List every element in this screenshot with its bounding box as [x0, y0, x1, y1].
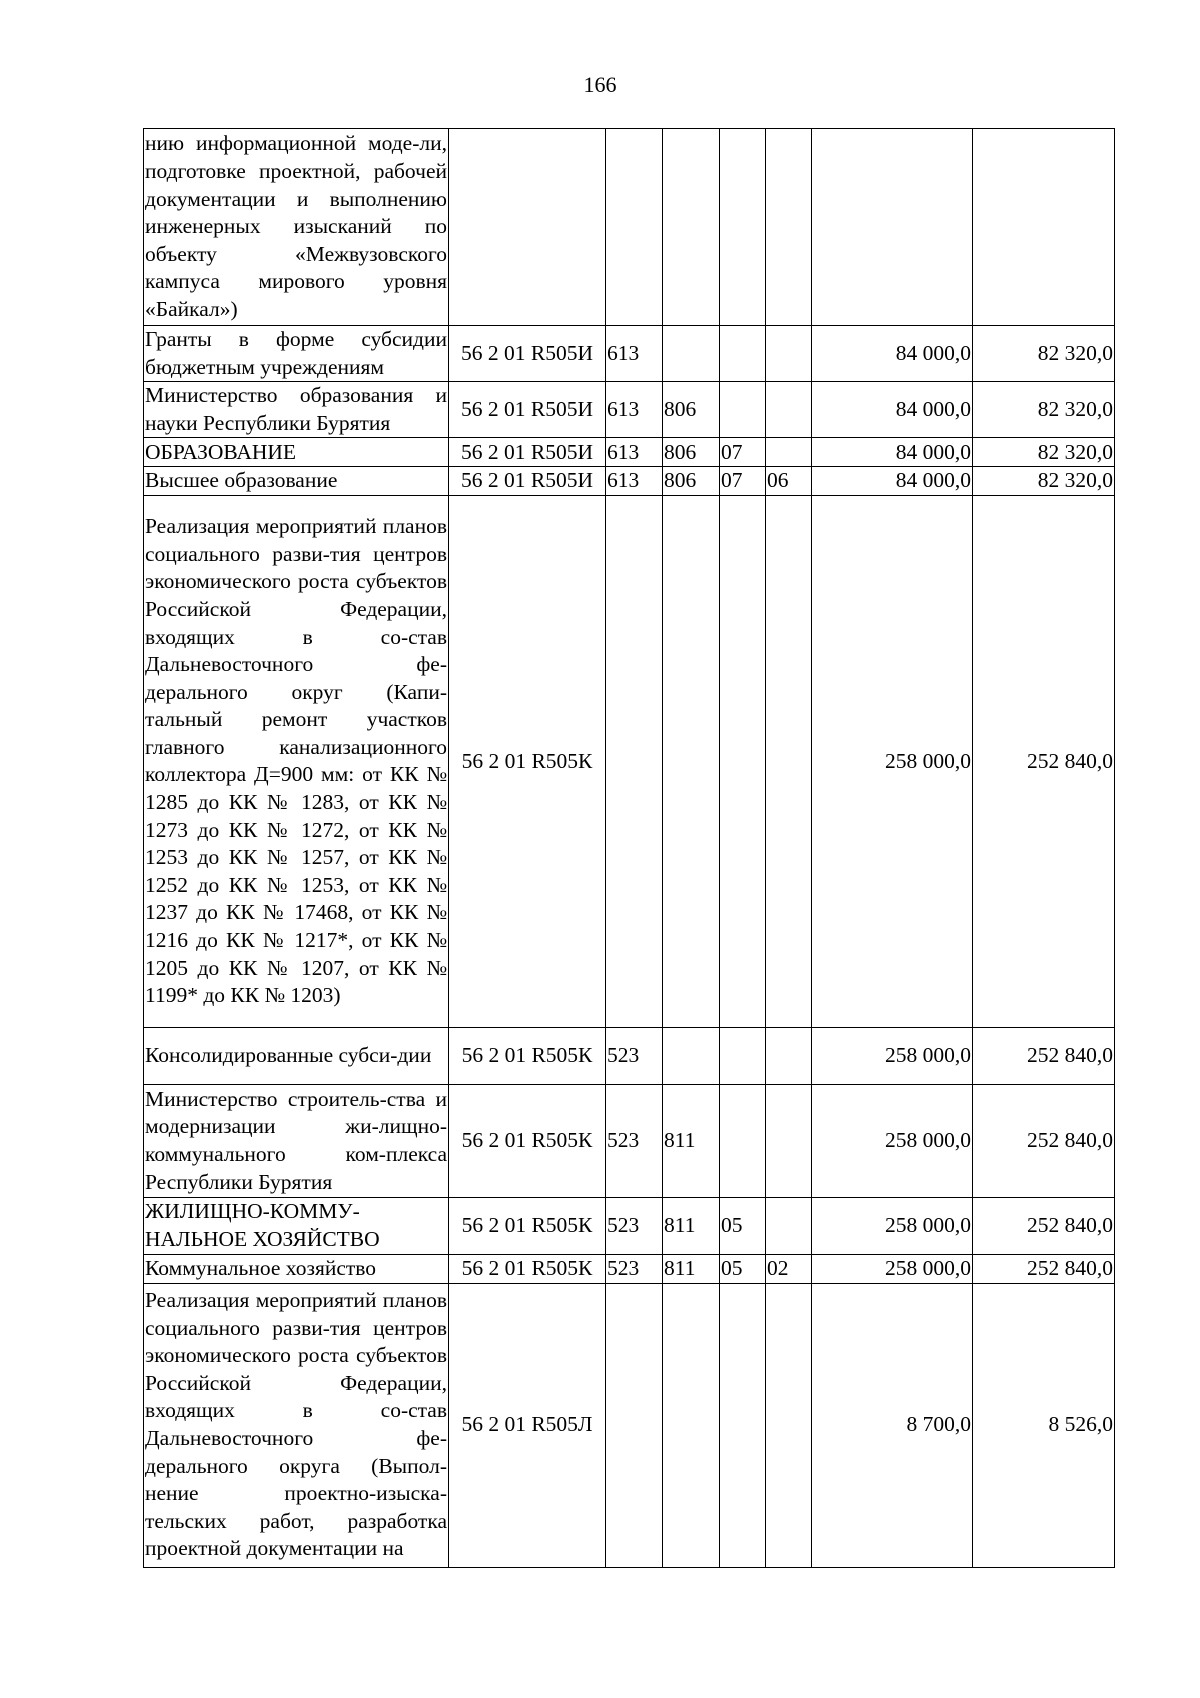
row-name-cell: Реализация мероприятий планов социального разви-тия центров экономического роста субъектов Российской Федерации, входящих в со-став Дальневосточного фе-дерального округа (Выпол-нение проектно-изыска-тельских работ, разработка проектной документации на: [144, 1283, 449, 1567]
table-row: [144, 1283, 1115, 1567]
amount-1: 84 000,0: [812, 326, 973, 382]
amount-1: 258 000,0: [812, 1027, 973, 1084]
expense-type-code: 523: [606, 1254, 663, 1283]
subsection-code: [766, 495, 812, 1027]
section-code: [720, 129, 766, 326]
amount-1: 84 000,0: [812, 467, 973, 496]
section-code: [720, 382, 766, 438]
subsection-code: 02: [766, 1254, 812, 1283]
table-row: [144, 467, 1115, 496]
target-article-code: 56 2 01 R505К: [449, 495, 606, 1027]
target-article-code: 56 2 01 R505И: [449, 438, 606, 467]
target-article-code: 56 2 01 R505К: [449, 1084, 606, 1197]
target-article-code: 56 2 01 R505И: [449, 382, 606, 438]
amount-2: 252 840,0: [973, 1027, 1115, 1084]
subsection-code: [766, 382, 812, 438]
row-name-cell: ЖИЛИЩНО-КОММУ-НАЛЬНОЕ ХОЗЯЙСТВО: [144, 1197, 449, 1254]
table-row: [144, 1197, 1115, 1254]
ministry-code: [663, 1027, 720, 1084]
section-code: [720, 1084, 766, 1197]
amount-1: 8 700,0: [812, 1283, 973, 1567]
amount-2: 252 840,0: [973, 1254, 1115, 1283]
row-name-cell: Министерство образования и науки Республики Бурятия: [144, 382, 449, 438]
ministry-code: [663, 495, 720, 1027]
expense-type-code: [606, 1283, 663, 1567]
subsection-code: [766, 1027, 812, 1084]
amount-2: 8 526,0: [973, 1283, 1115, 1567]
amount-2: 252 840,0: [973, 495, 1115, 1027]
expense-type-code: 613: [606, 326, 663, 382]
amount-2: 82 320,0: [973, 438, 1115, 467]
amount-1: [812, 129, 973, 326]
row-name-cell: Гранты в форме субсидии бюджетным учреждениям: [144, 326, 449, 382]
amount-2: 252 840,0: [973, 1197, 1115, 1254]
amount-2: [973, 129, 1115, 326]
subsection-code: [766, 129, 812, 326]
section-code: 05: [720, 1197, 766, 1254]
amount-1: 84 000,0: [812, 438, 973, 467]
expense-type-code: 613: [606, 467, 663, 496]
amount-1: 258 000,0: [812, 1084, 973, 1197]
expense-type-code: 523: [606, 1084, 663, 1197]
ministry-code: 811: [663, 1084, 720, 1197]
section-code: 07: [720, 467, 766, 496]
amount-2: 82 320,0: [973, 326, 1115, 382]
subsection-code: 06: [766, 467, 812, 496]
row-name-cell: Коммунальное хозяйство: [144, 1254, 449, 1283]
table-row: [144, 495, 1115, 1027]
section-code: 07: [720, 438, 766, 467]
target-article-code: 56 2 01 R505К: [449, 1254, 606, 1283]
amount-2: 82 320,0: [973, 382, 1115, 438]
table-row: [144, 1254, 1115, 1283]
subsection-code: [766, 438, 812, 467]
ministry-code: 806: [663, 382, 720, 438]
row-name-cell: Высшее образование: [144, 467, 449, 496]
subsection-code: [766, 1283, 812, 1567]
expense-type-code: 613: [606, 382, 663, 438]
expense-type-code: [606, 495, 663, 1027]
table-row: [144, 129, 1115, 326]
expense-type-code: 613: [606, 438, 663, 467]
target-article-code: 56 2 01 R505Л: [449, 1283, 606, 1567]
section-code: 05: [720, 1254, 766, 1283]
section-code: [720, 495, 766, 1027]
ministry-code: [663, 1283, 720, 1567]
row-name-cell: ОБРАЗОВАНИЕ: [144, 438, 449, 467]
row-name-cell: Реализация мероприятий планов социального разви-тия центров экономического роста субъектов Российской Федерации, входящих в со-став Дальневосточного фе-дерального округ (Капи-тальный ремонт участков главного канализационного коллектора Д=900 мм: от КК № 1285 до КК № 1283, от КК № 1273 до КК № 1272, от КК № 1253 до КК № 1257, от КК № 1252 до КК № 1253, от КК № 1237 до КК № 17468, от КК № 1216 до КК № 1217*, от КК № 1205 до КК № 1207, от КК № 1199* до КК № 1203): [144, 495, 449, 1027]
expense-type-code: 523: [606, 1027, 663, 1084]
amount-1: 258 000,0: [812, 495, 973, 1027]
amount-2: 82 320,0: [973, 467, 1115, 496]
expense-type-code: [606, 129, 663, 326]
ministry-code: [663, 129, 720, 326]
row-name-cell: нию информационной моде-ли, подготовке проектной, рабочей документации и выполнению инженерных изысканий по объекту «Межвузовского кампуса мирового уровня «Байкал»): [144, 129, 449, 326]
target-article-code: [449, 129, 606, 326]
ministry-code: [663, 326, 720, 382]
amount-2: 252 840,0: [973, 1084, 1115, 1197]
table-row: [144, 326, 1115, 382]
section-code: [720, 326, 766, 382]
ministry-code: 806: [663, 467, 720, 496]
expense-type-code: 523: [606, 1197, 663, 1254]
table-row: [144, 438, 1115, 467]
table-row: [144, 382, 1115, 438]
page-number: 166: [583, 72, 617, 97]
row-name-cell: Министерство строитель-ства и модернизации жи-лищно-коммунального ком-плекса Республики Бурятия: [144, 1084, 449, 1197]
ministry-code: 811: [663, 1197, 720, 1254]
amount-1: 84 000,0: [812, 382, 973, 438]
target-article-code: 56 2 01 R505И: [449, 326, 606, 382]
amount-1: 258 000,0: [812, 1197, 973, 1254]
amount-1: 258 000,0: [812, 1254, 973, 1283]
section-code: [720, 1027, 766, 1084]
ministry-code: 811: [663, 1254, 720, 1283]
row-name-cell: Консолидированные субси-дии: [144, 1027, 449, 1084]
table-row: [144, 1084, 1115, 1197]
target-article-code: 56 2 01 R505И: [449, 467, 606, 496]
subsection-code: [766, 1084, 812, 1197]
subsection-code: [766, 1197, 812, 1254]
table-row: [144, 1027, 1115, 1084]
section-code: [720, 1283, 766, 1567]
target-article-code: 56 2 01 R505К: [449, 1027, 606, 1084]
target-article-code: 56 2 01 R505К: [449, 1197, 606, 1254]
subsection-code: [766, 326, 812, 382]
ministry-code: 806: [663, 438, 720, 467]
budget-table: [143, 128, 1115, 1568]
